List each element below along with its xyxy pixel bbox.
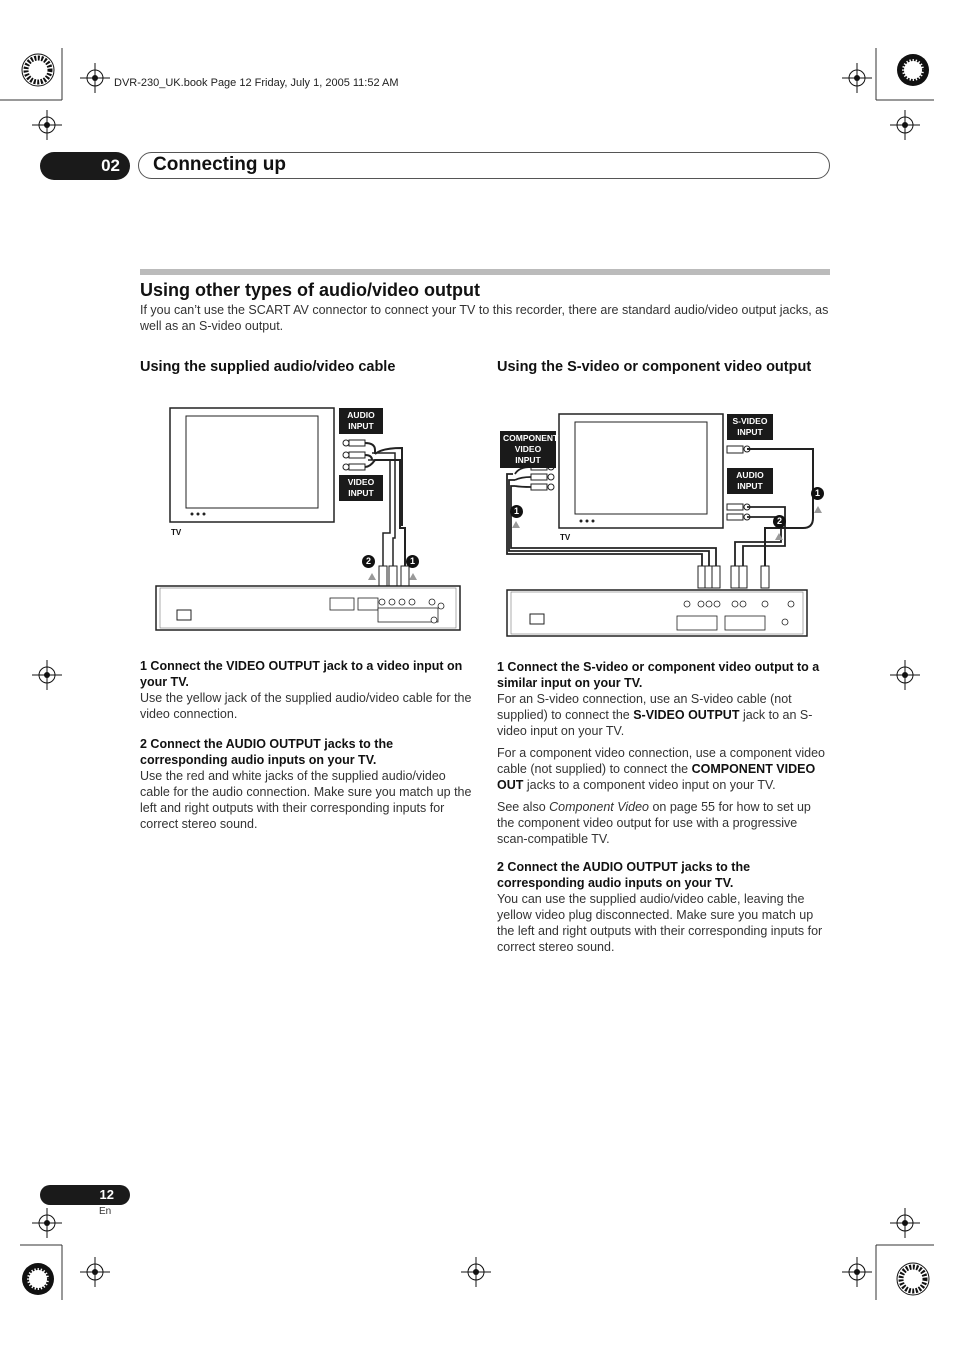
section-divider	[140, 269, 830, 275]
page-number-badge: 12	[40, 1185, 130, 1205]
right-step1-body-c	[497, 799, 831, 847]
section-intro: If you can’t use the SCART AV connector to connect your TV to this recorder, there are standard audio/video output jacks, as well as an S-video output.	[140, 303, 829, 333]
svideo-input-label-line1: S-VIDEO	[732, 416, 768, 426]
right-step1-text-a-end: jack to an S-video input on your TV.	[497, 708, 813, 738]
right-step1-body-b	[497, 745, 831, 793]
right-step1-text-c: See also	[497, 800, 550, 814]
component-label-line1: COMPONENT	[503, 433, 559, 443]
right-step1-text-a: For an S-video connection, use an S-video cable (not supplied) to connect the	[497, 692, 792, 722]
left-step1-title: 1 Connect the VIDEO OUTPUT jack to a video input on your TV.	[140, 659, 463, 689]
right-step1-italic-c: Component Video	[549, 800, 649, 814]
audio-input-label-right	[727, 468, 773, 494]
page-language: En	[99, 1206, 112, 1217]
video-input-label	[339, 475, 383, 501]
audio-input-label-right-line1: AUDIO	[736, 470, 764, 480]
left-heading: Using the supplied audio/video cable	[140, 359, 396, 375]
chapter-title: Connecting up	[153, 154, 286, 175]
component-video-input-label	[500, 431, 559, 468]
step-marker-1-left: 1	[510, 505, 523, 518]
left-step2-title: 2 Connect the AUDIO OUTPUT jacks to the corresponding audio inputs on your TV.	[140, 737, 394, 767]
right-step1-title: 1 Connect the S-video or component video output to a similar input on your TV.	[497, 660, 820, 690]
chapter-number-badge: 02	[40, 152, 130, 180]
book-info: DVR-230_UK.book Page 12 Friday, July 1, 2005 11:52 AM	[114, 77, 399, 89]
right-step1-bold-a: S-VIDEO OUTPUT	[633, 708, 740, 722]
right-heading: Using the S-video or component video output	[497, 359, 812, 375]
video-input-label-line2: INPUT	[348, 488, 374, 498]
av-cable-diagram	[150, 398, 480, 638]
right-steps	[497, 659, 831, 965]
audio-input-label-right-line2: INPUT	[737, 481, 763, 491]
right-step1-text-b: For a component video connection, use a component video cable (not supplied) to connect the	[497, 746, 825, 776]
audio-input-label-line1: AUDIO	[347, 410, 375, 420]
step-marker-2: 2	[362, 555, 375, 568]
right-step1-bold-b: COMPONENT VIDEO OUT	[497, 762, 816, 792]
left-step2-body: Use the red and white jacks of the supplied audio/video cable for the audio connection. Make sure you match up the left and right outputs with their corresponding inputs for correct stereo sound.	[140, 769, 472, 831]
right-step1-body-a	[497, 691, 831, 739]
svideo-input-label	[727, 414, 773, 440]
svideo-input-label-line2: INPUT	[737, 427, 763, 437]
audio-input-label	[339, 408, 383, 434]
left-steps	[140, 658, 472, 842]
step-marker-2-right: 2	[773, 515, 786, 528]
tv-label: TV	[171, 528, 182, 537]
left-step1-body: Use the yellow jack of the supplied audio/video cable for the video connection.	[140, 691, 472, 721]
component-label-line2: VIDEO INPUT	[514, 444, 542, 465]
step-marker-1-right: 1	[811, 487, 824, 500]
right-step1-text-c-end: on page 55 for how to set up the component video output for use with a progressive scan-compatible TV.	[497, 800, 811, 846]
audio-input-label-line2: INPUT	[348, 421, 374, 431]
tv-label-right: TV	[560, 533, 571, 542]
right-step2-title: 2 Connect the AUDIO OUTPUT jacks to the corresponding audio inputs on your TV.	[497, 860, 751, 890]
video-input-label-line1: VIDEO	[347, 477, 375, 487]
step-marker-1: 1	[406, 555, 419, 568]
right-step1-text-b-end: jacks to a component video input on your TV.	[523, 778, 776, 792]
right-step2-body: You can use the supplied audio/video cable, leaving the yellow video plug disconnected. Make sure you match up the left and right outputs with their corresponding inputs for correct stereo sound.	[497, 892, 823, 954]
section-title: Using other types of audio/video output	[140, 280, 480, 300]
